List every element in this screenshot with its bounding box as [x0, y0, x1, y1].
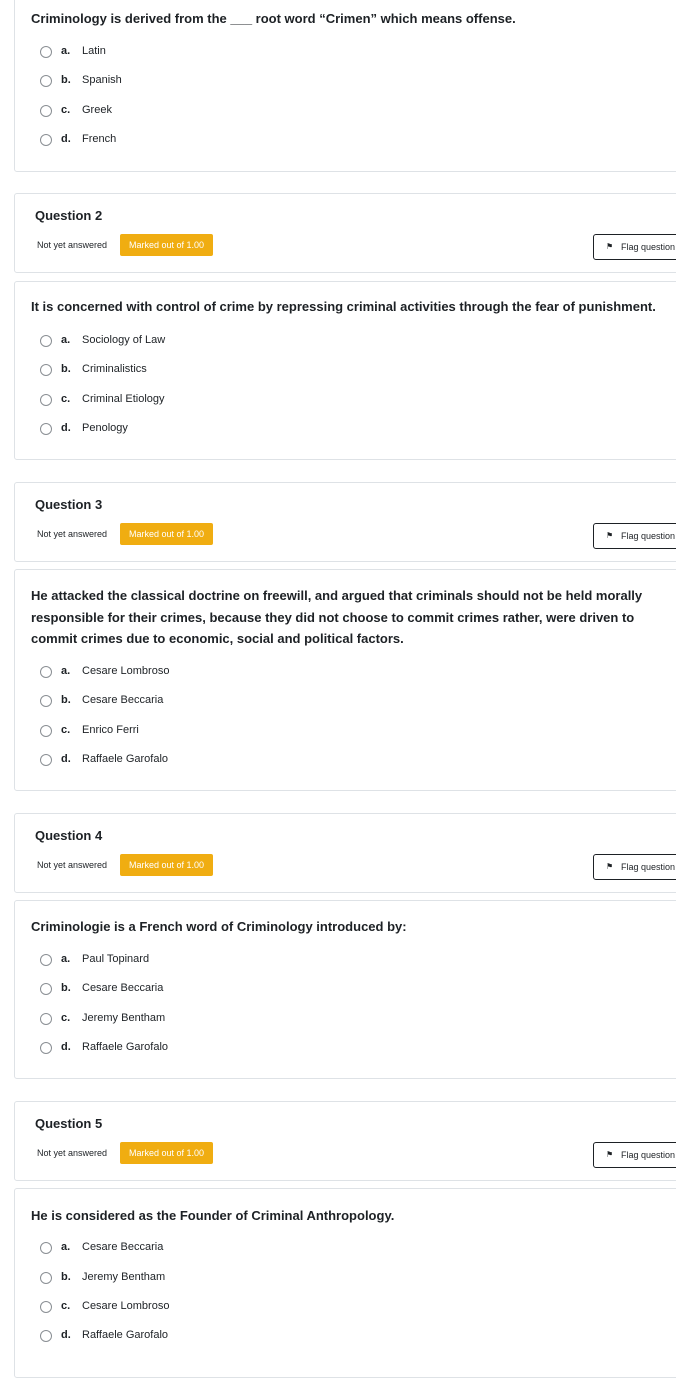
- question-text: He is considered as the Founder of Criminal Anthropology.: [31, 1208, 395, 1223]
- marked-out-badge: Marked out of 1.00: [120, 523, 213, 545]
- answer-option-b[interactable]: [40, 981, 440, 997]
- answer-option-a[interactable]: [40, 44, 440, 60]
- question-state: Not yet answered: [37, 529, 108, 539]
- answer-option-c[interactable]: [40, 103, 440, 119]
- option-label: Cesare Lombroso: [82, 1300, 170, 1312]
- option-letter: a.: [61, 45, 71, 57]
- radio-button[interactable]: [40, 105, 52, 117]
- marked-out-badge: Marked out of 1.00: [120, 234, 213, 256]
- radio-button[interactable]: [40, 725, 52, 737]
- radio-button[interactable]: [40, 335, 52, 347]
- option-label: Raffaele Garofalo: [82, 1329, 169, 1341]
- flag-icon: ⚑: [606, 242, 614, 251]
- question-text: Criminologie is a French word of Criminology introduced by:: [31, 919, 407, 934]
- option-letter: c.: [61, 1012, 71, 1024]
- flag-label: Flag question: [621, 862, 676, 872]
- radio-button[interactable]: [40, 983, 52, 995]
- option-label: Sociology of Law: [82, 334, 166, 346]
- answer-option-c[interactable]: [40, 392, 440, 408]
- question-state: Not yet answered: [37, 1148, 108, 1158]
- flag-icon: ⚑: [606, 531, 614, 540]
- question-text: It is concerned with control of crime by repressing criminal activities through the fear of punishment.: [31, 299, 656, 314]
- flag-question-button[interactable]: [593, 1142, 676, 1168]
- question-3-info: [14, 482, 676, 562]
- option-letter: a.: [61, 665, 71, 677]
- option-label: Criminal Etiology: [82, 393, 165, 405]
- option-label: French: [82, 133, 117, 145]
- answer-option-a[interactable]: [40, 664, 440, 680]
- flag-icon: ⚑: [606, 1150, 614, 1159]
- radio-button[interactable]: [40, 1242, 52, 1254]
- option-label: Jeremy Bentham: [82, 1012, 166, 1024]
- option-letter: d.: [61, 753, 71, 765]
- radio-button[interactable]: [40, 1330, 52, 1342]
- question-number: Question 5: [35, 1116, 103, 1131]
- answer-option-a[interactable]: [40, 952, 440, 968]
- question-4-info: [14, 813, 676, 893]
- answer-option-a[interactable]: [40, 333, 440, 349]
- answer-option-d[interactable]: [40, 132, 440, 148]
- option-label: Spanish: [82, 74, 122, 86]
- option-letter: d.: [61, 133, 71, 145]
- flag-label: Flag question: [621, 1150, 676, 1160]
- flag-label: Flag question: [621, 531, 676, 541]
- option-label: Greek: [82, 104, 112, 116]
- answer-option-c[interactable]: [40, 1011, 440, 1027]
- radio-button[interactable]: [40, 134, 52, 146]
- radio-button[interactable]: [40, 1042, 52, 1054]
- option-letter: a.: [61, 1241, 71, 1253]
- option-label: Penology: [82, 422, 128, 434]
- answer-option-c[interactable]: [40, 723, 440, 739]
- marked-out-badge: Marked out of 1.00: [120, 854, 213, 876]
- option-letter: b.: [61, 982, 71, 994]
- question-state: Not yet answered: [37, 240, 108, 250]
- radio-button[interactable]: [40, 1301, 52, 1313]
- answer-option-d[interactable]: [40, 752, 440, 768]
- answer-option-d[interactable]: [40, 1040, 440, 1056]
- question-5-content: [14, 1188, 676, 1378]
- option-letter: c.: [61, 104, 71, 116]
- radio-button[interactable]: [40, 423, 52, 435]
- option-label: Criminalistics: [82, 363, 147, 375]
- answer-option-b[interactable]: [40, 1270, 440, 1286]
- option-letter: a.: [61, 953, 71, 965]
- question-state: Not yet answered: [37, 860, 108, 870]
- radio-button[interactable]: [40, 666, 52, 678]
- answer-option-c[interactable]: [40, 1299, 440, 1315]
- option-label: Cesare Beccaria: [82, 1241, 164, 1253]
- answer-option-b[interactable]: [40, 362, 440, 378]
- flag-question-button[interactable]: [593, 234, 676, 260]
- question-number: Question 2: [35, 208, 103, 223]
- question-2-content: [14, 281, 676, 460]
- radio-button[interactable]: [40, 1013, 52, 1025]
- option-letter: d.: [61, 1329, 71, 1341]
- option-letter: b.: [61, 363, 71, 375]
- question-4-content: [14, 900, 676, 1079]
- question-number: Question 4: [35, 828, 103, 843]
- radio-button[interactable]: [40, 364, 52, 376]
- question-2-info: [14, 193, 676, 273]
- answer-option-b[interactable]: [40, 693, 440, 709]
- option-letter: d.: [61, 422, 71, 434]
- flag-question-button[interactable]: [593, 523, 676, 549]
- option-letter: b.: [61, 1271, 71, 1283]
- question-text: He attacked the classical doctrine on freewill, and argued that criminals should not be held morally responsible for their crimes, because they did not choose to commit crimes rather, were driven to commit crimes due to economic, social and political factors.: [31, 588, 643, 646]
- option-label: Cesare Beccaria: [82, 694, 164, 706]
- option-letter: a.: [61, 334, 71, 346]
- radio-button[interactable]: [40, 46, 52, 58]
- option-label: Raffaele Garofalo: [82, 1041, 169, 1053]
- question-3-content: [14, 569, 676, 791]
- radio-button[interactable]: [40, 75, 52, 87]
- option-letter: d.: [61, 1041, 71, 1053]
- option-label: Enrico Ferri: [82, 724, 139, 736]
- option-label: Raffaele Garofalo: [82, 753, 169, 765]
- marked-out-badge: Marked out of 1.00: [120, 1142, 213, 1164]
- option-letter: c.: [61, 1300, 71, 1312]
- option-letter: c.: [61, 393, 71, 405]
- radio-button[interactable]: [40, 1272, 52, 1284]
- option-letter: c.: [61, 724, 71, 736]
- question-number: Question 3: [35, 497, 103, 512]
- option-label: Latin: [82, 45, 106, 57]
- radio-button[interactable]: [40, 954, 52, 966]
- question-5-info: [14, 1101, 676, 1181]
- radio-button[interactable]: [40, 394, 52, 406]
- flag-icon: ⚑: [606, 862, 614, 871]
- option-letter: b.: [61, 694, 71, 706]
- answer-option-d[interactable]: [40, 421, 440, 437]
- radio-button[interactable]: [40, 754, 52, 766]
- question-1-content: [14, 0, 676, 172]
- option-label: Cesare Lombroso: [82, 665, 170, 677]
- option-label: Jeremy Bentham: [82, 1271, 166, 1283]
- answer-option-d[interactable]: [40, 1328, 440, 1344]
- flag-label: Flag question: [621, 242, 676, 252]
- answer-option-b[interactable]: [40, 73, 440, 89]
- option-letter: b.: [61, 74, 71, 86]
- option-label: Paul Topinard: [82, 953, 150, 965]
- answer-option-a[interactable]: [40, 1240, 440, 1256]
- question-text: Criminology is derived from the ___ root word “Crimen” which means offense.: [31, 11, 516, 26]
- radio-button[interactable]: [40, 695, 52, 707]
- option-label: Cesare Beccaria: [82, 982, 164, 994]
- flag-question-button[interactable]: [593, 854, 676, 880]
